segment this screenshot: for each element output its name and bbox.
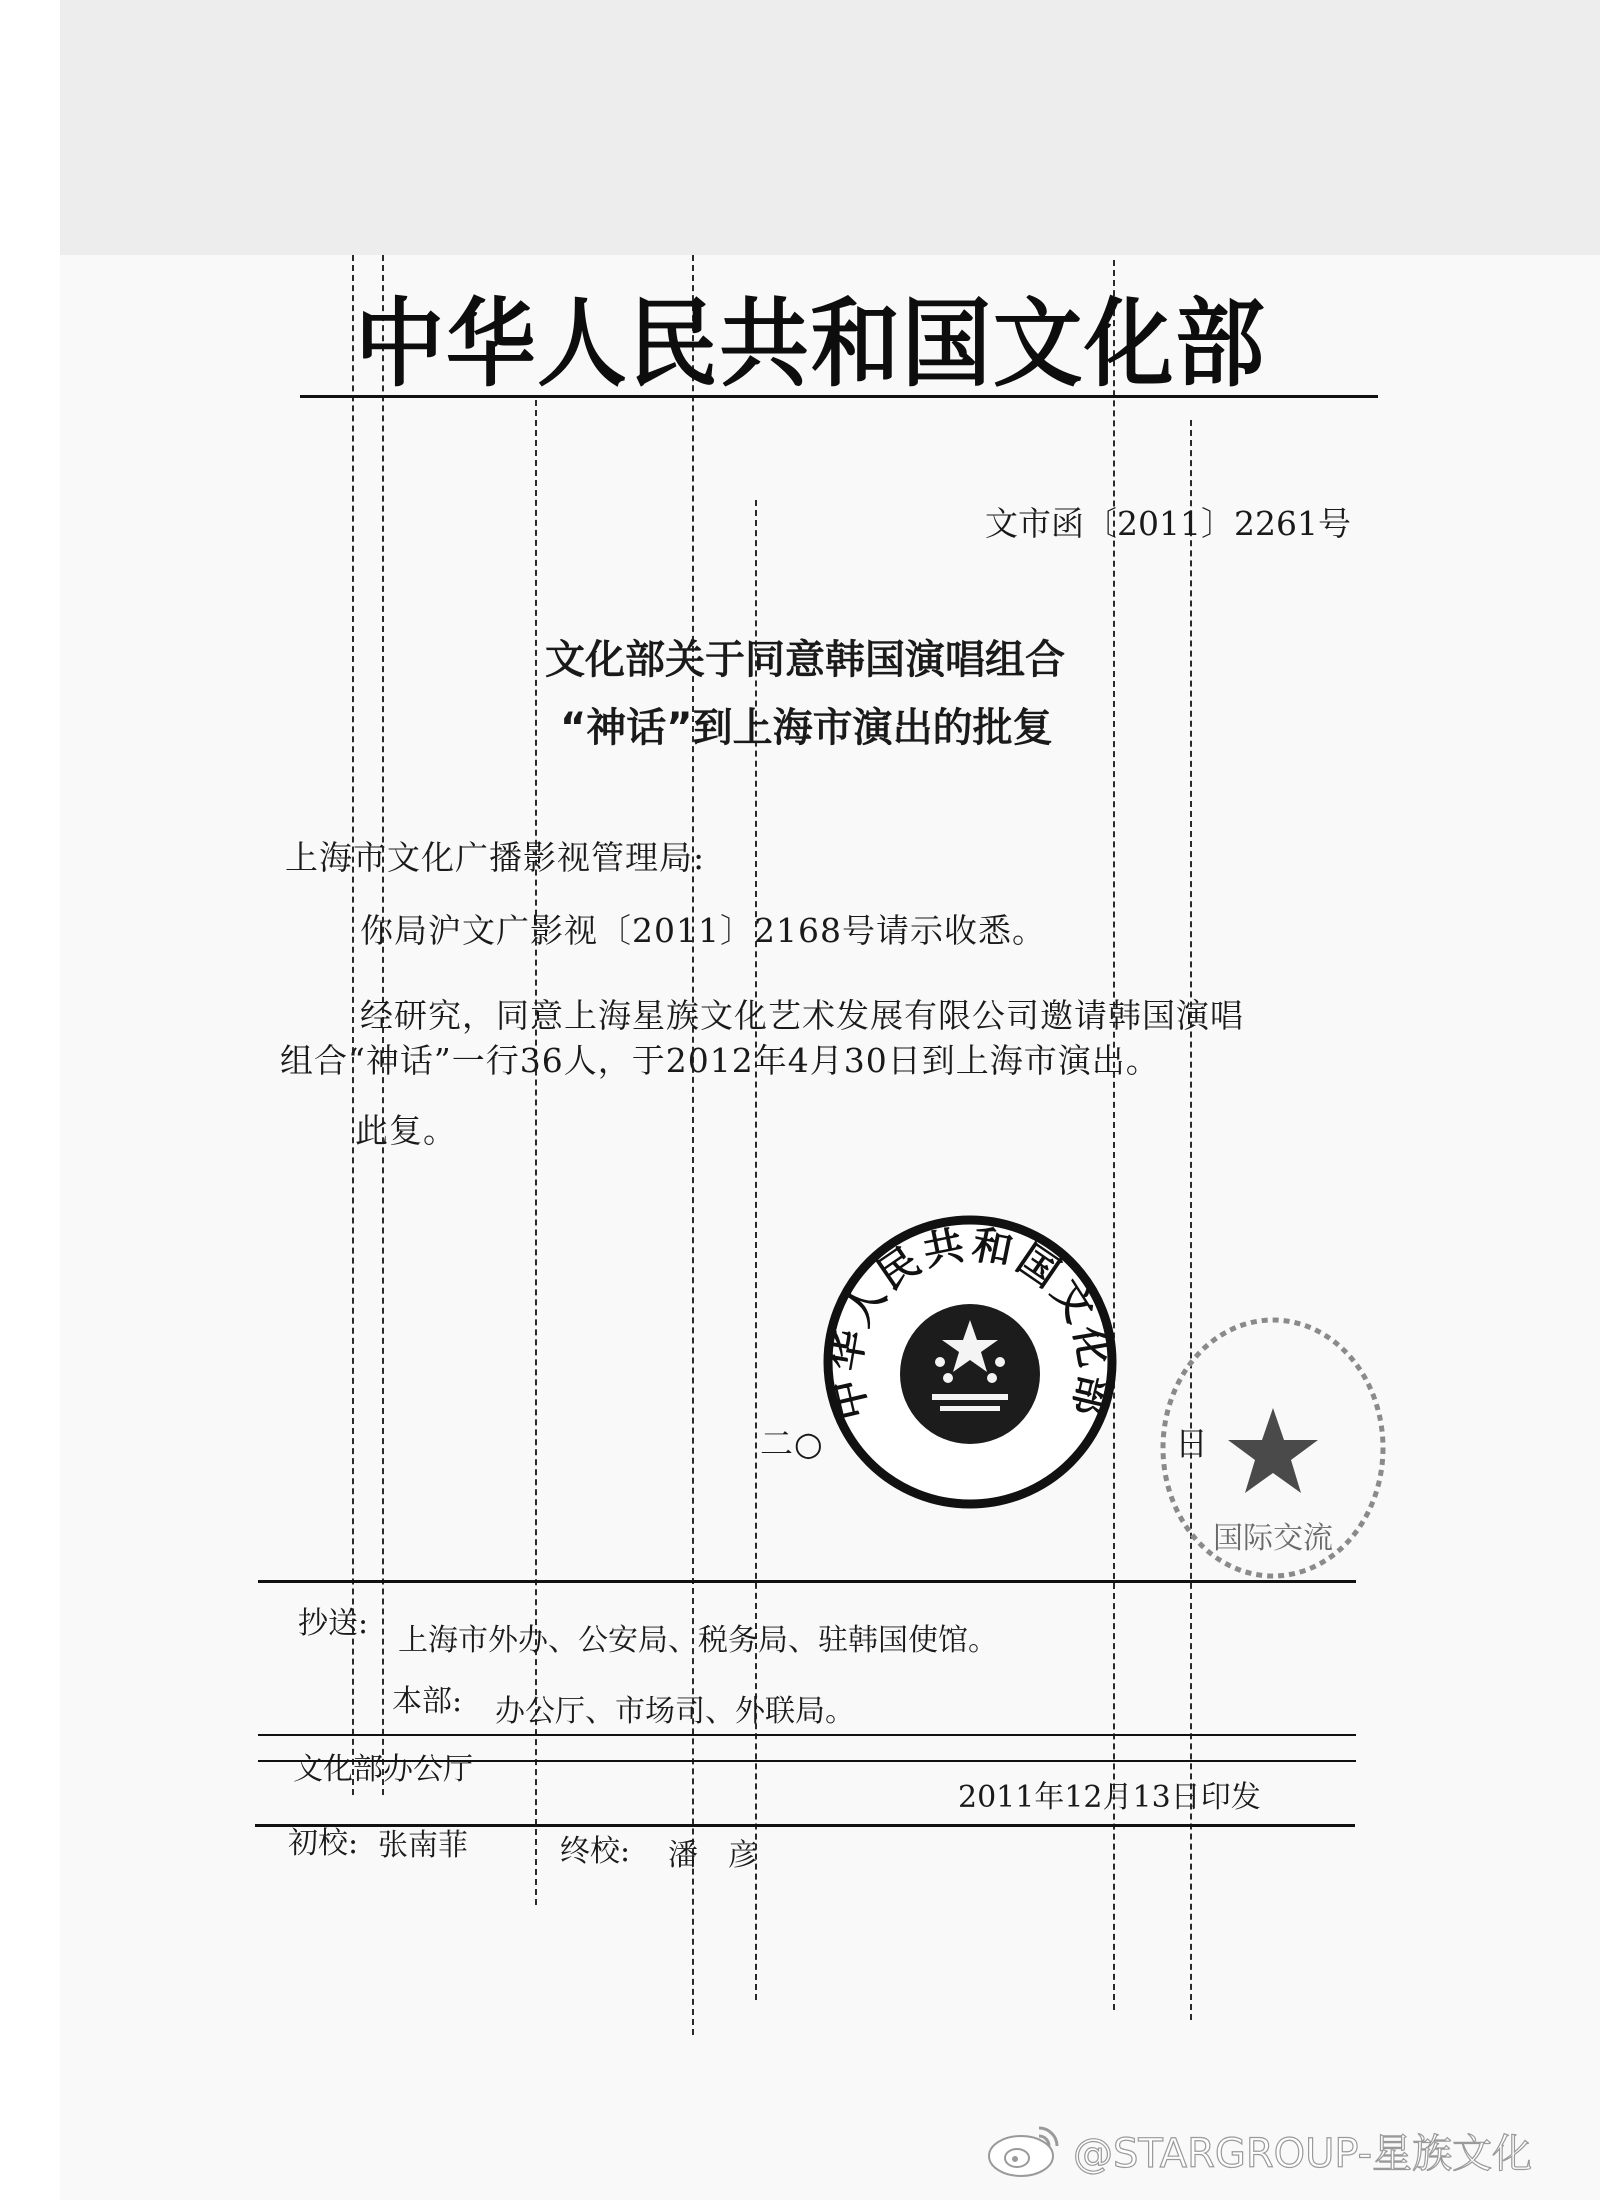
proof-label: 初校: xyxy=(288,1826,359,1861)
footer-rule-middle xyxy=(258,1734,1356,1736)
issue-date: 2011年12月13日印发 xyxy=(958,1780,1261,1815)
closing: 此复。 xyxy=(355,1111,457,1150)
cc-label: 抄送: xyxy=(298,1606,369,1641)
final-proofreader: 潘 彦 xyxy=(668,1838,758,1873)
ministry-seal xyxy=(820,1212,1120,1512)
secondary-seal xyxy=(1148,1308,1398,1588)
document-number: 文市函〔2011〕2261号 xyxy=(985,504,1351,543)
title-line-2: “神话”到上海市演出的批复 xyxy=(560,705,1053,751)
copy-artifact-line xyxy=(352,255,354,1795)
final-label: 终校: xyxy=(560,1834,631,1869)
paragraph-1: 你局沪文广影视〔2011〕2168号请示收悉。 xyxy=(360,911,1046,950)
scan-background-top xyxy=(60,0,1600,255)
paragraph-2-line-2: 组合“神话”一行36人，于2012年4月30日到上海市演出。 xyxy=(280,1041,1160,1080)
issuer: 文化部办公厅 xyxy=(293,1752,473,1787)
watermark-text: @STARGROUP-星族文化 xyxy=(1073,2130,1533,2177)
proofreader: 张南菲 xyxy=(378,1828,468,1863)
title-line-1: 文化部关于同意韩国演唱组合 xyxy=(545,637,1065,683)
addressee: 上海市文化广播影视管理局: xyxy=(285,838,706,877)
copy-artifact-line xyxy=(692,255,694,2035)
secondary-seal-text: 国际交流 xyxy=(1213,1521,1333,1556)
paragraph-2-line-1: 经研究，同意上海星族文化艺术发展有限公司邀请韩国演唱 xyxy=(360,996,1244,1035)
internal-label: 本部: xyxy=(392,1684,463,1719)
national-emblem-icon xyxy=(900,1304,1040,1444)
date-right: 日 xyxy=(1175,1424,1209,1463)
watermark xyxy=(985,2115,1532,2185)
star-icon xyxy=(1228,1408,1318,1493)
masthead: 中华人民共和国文化部 xyxy=(355,288,1267,400)
date-left: 二○ xyxy=(760,1424,824,1463)
weibo-icon xyxy=(985,2120,1063,2180)
footer-rule-middle-2 xyxy=(258,1760,1356,1762)
internal-recipients: 办公厅、市场司、外联局。 xyxy=(495,1694,855,1729)
copy-artifact-line xyxy=(535,400,537,1905)
cc-recipients: 上海市外办、公安局、税务局、驻韩国使馆。 xyxy=(398,1623,998,1658)
seal-text: 中华人民共和国文化部 xyxy=(822,1221,1118,1425)
masthead-rule xyxy=(300,395,1378,398)
footer-rule-top xyxy=(258,1580,1356,1583)
